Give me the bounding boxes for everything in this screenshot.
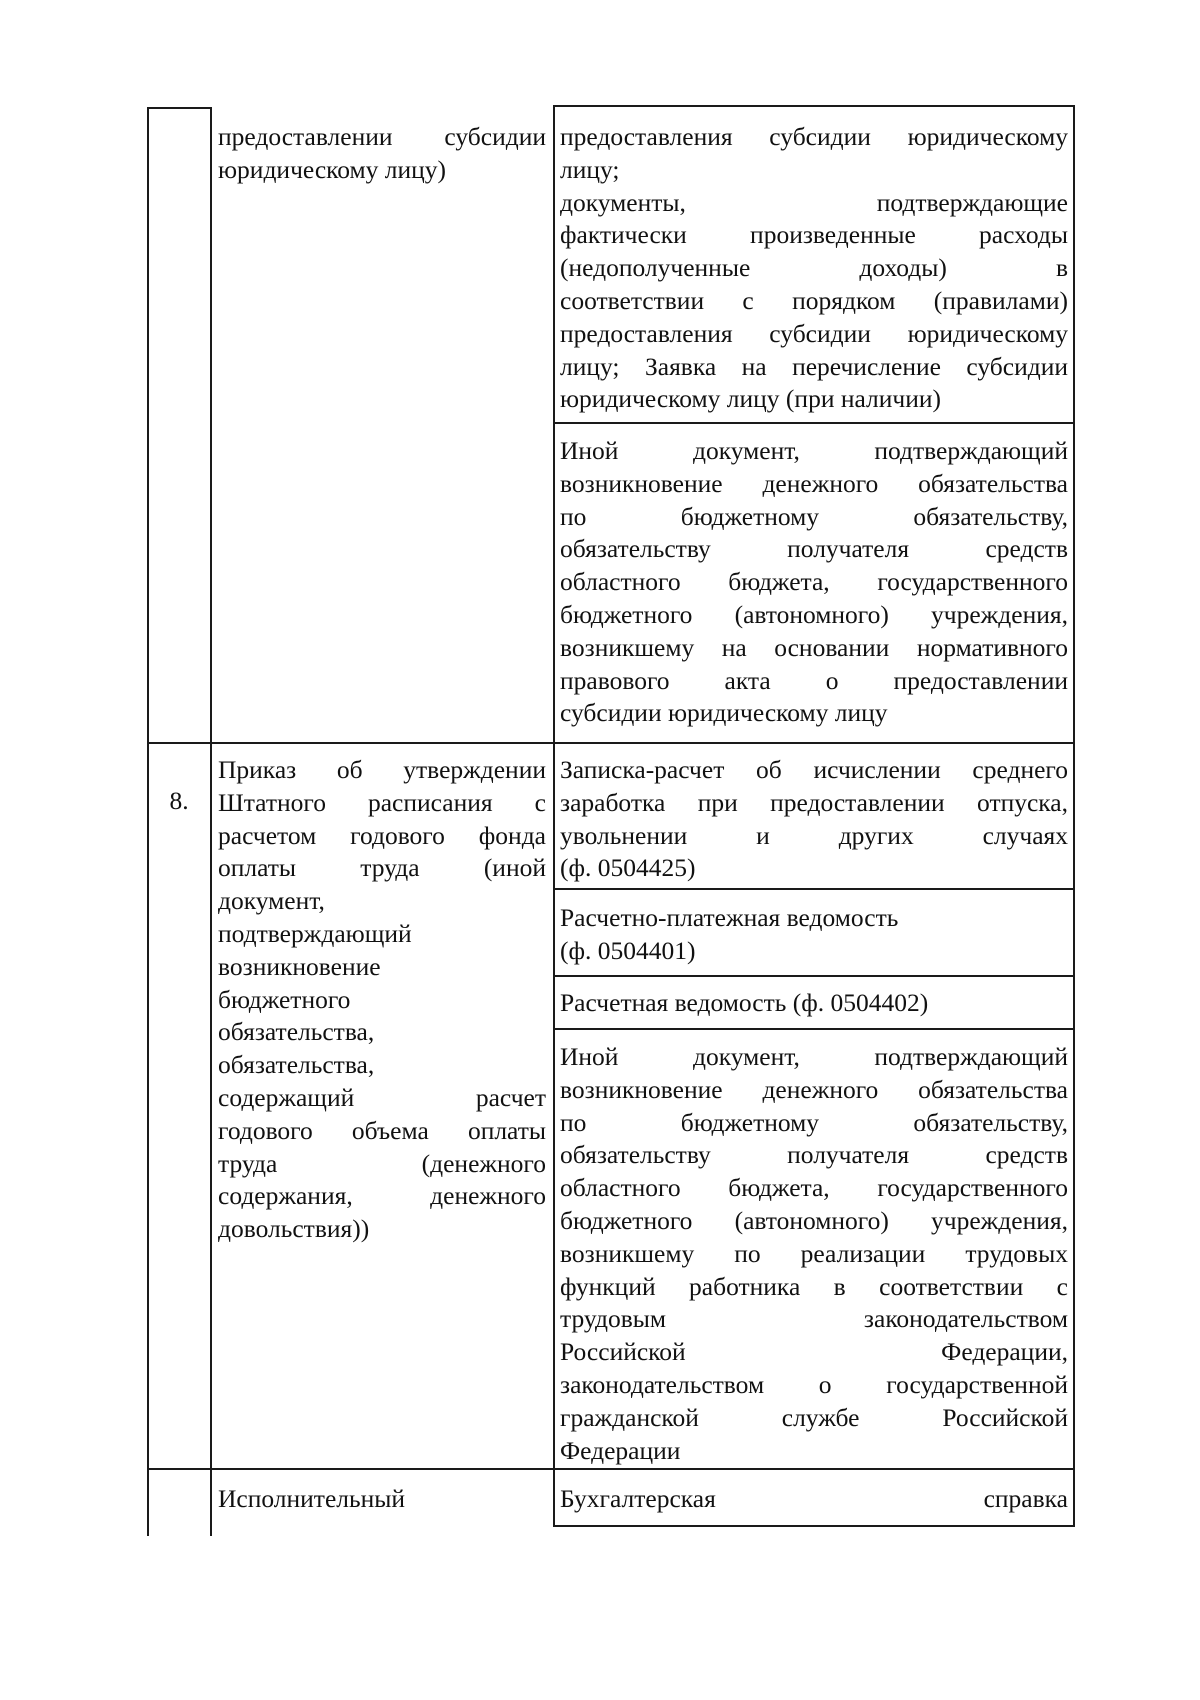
cell-text-line: Записка-расчет об исчислении среднего [560, 755, 1068, 784]
cell-text-line: возникшему по реализации трудовых [560, 1238, 1068, 1268]
cell-text-line: юридическому лицу) [218, 154, 447, 184]
cell-text-line: предоставлении субсидии [218, 122, 546, 151]
row7-document-cell-1 [560, 121, 1068, 416]
cell-text-line: бюджетного [218, 984, 351, 1014]
row9-document-cell [560, 1483, 1068, 1516]
cell-text-line: бюджетного (автономного) учреждения, [560, 1205, 1068, 1235]
cell-text-line: Федерации [560, 1435, 681, 1465]
cell-text-line: заработка при предоставлении отпуска, [560, 787, 1068, 817]
cell-text-line: Расчетно-платежная ведомость [560, 903, 899, 932]
cell-text-line: гражданской службе Российской [560, 1402, 1068, 1432]
cell-text-line: трудовым законодательством [560, 1304, 1068, 1334]
cell-text-line: лицу; [560, 154, 620, 184]
row7-bottom-border [147, 742, 1073, 744]
row8-col3-divider-1 [555, 888, 1073, 890]
cell-text-line: Иной документ, подтверждающий [560, 436, 1068, 465]
row8-description-cell [218, 754, 546, 1246]
cell-text-line: содержания, денежного [218, 1181, 546, 1211]
cell-text-line: Штатного расписания с [218, 787, 546, 817]
cell-text-line: законодательством о государственной [560, 1369, 1068, 1399]
row7-document-cell-2 [560, 435, 1068, 730]
cell-text-line: обязательства, [218, 1017, 375, 1047]
cell-text-line: бюджетного (автономного) учреждения, [560, 599, 1068, 629]
cell-text-line: Иной документ, подтверждающий [560, 1042, 1068, 1071]
cell-text-line: труда (денежного [218, 1148, 546, 1178]
cell-text-line: возникновение [218, 951, 381, 981]
cell-text-line: правового акта о предоставлении [560, 665, 1068, 695]
row7-description-cell [218, 121, 546, 187]
cell-text-line: обязательства, [218, 1050, 375, 1080]
cell-text-line: соответствии с порядком (правилами) [560, 285, 1068, 315]
row8-document-cell-2 [560, 902, 1068, 968]
cell-text-line: возникновение денежного обязательства [560, 468, 1068, 498]
cell-text-line: предоставления субсидии юридическому [560, 318, 1068, 348]
cell-text-line: функций работника в соответствии с [560, 1271, 1068, 1301]
row8-bottom-border [147, 1468, 1073, 1470]
cell-text-line: лицу; Заявка на перечисление субсидии [560, 351, 1068, 381]
row9-description-cell [218, 1483, 546, 1516]
cell-text-line: по бюджетному обязательству, [560, 1107, 1068, 1137]
cell-text-line: годового объема оплаты [218, 1115, 546, 1145]
col3-right-border [1073, 105, 1075, 1527]
row7-col3-divider [555, 422, 1073, 424]
cell-text-line: (ф. 0504401) [560, 935, 696, 965]
cell-text-line: содержащий расчет [218, 1082, 546, 1112]
table-top-border-right [555, 105, 1073, 107]
col2-left-border [210, 107, 212, 1536]
cell-text-line: (ф. 0504425) [560, 853, 696, 883]
cell-text-line: подтверждающий [218, 918, 412, 948]
col3-left-border [553, 105, 555, 1527]
col1-left-border [147, 107, 149, 1536]
row8-document-cell-1 [560, 754, 1068, 885]
cell-text-line: документ, [218, 886, 325, 916]
cell-text-line: обязательству получателя средств [560, 534, 1068, 564]
cell-text-line: Бухгалтерская справка [560, 1484, 1068, 1513]
cell-text-line: возникновение денежного обязательства [560, 1074, 1068, 1104]
cell-text-line: Приказ об утверждении [218, 755, 546, 784]
cell-text-line: субсидии юридическому лицу [560, 698, 888, 728]
row8-document-cell-3 [560, 987, 1068, 1020]
cell-text-line: довольствия)) [218, 1214, 370, 1244]
cell-text-line: Исполнительный [218, 1484, 406, 1513]
cell-text-line: документы, подтверждающие [560, 187, 1068, 217]
cell-text-line: возникшему на основании нормативного [560, 632, 1068, 662]
cell-text-line: Российской Федерации, [560, 1337, 1068, 1367]
row8-col3-divider-3 [555, 1028, 1073, 1030]
table-top-border [147, 107, 210, 109]
cell-text-line: расчетом годового фонда [218, 820, 546, 850]
row8-col3-divider-2 [555, 975, 1073, 977]
cell-text-line: (недополученные доходы) в [560, 253, 1068, 283]
cell-text-line: Расчетная ведомость (ф. 0504402) [560, 988, 929, 1017]
cell-text-line: оплаты труда (иной [218, 853, 546, 883]
cell-text-line: по бюджетному обязательству, [560, 501, 1068, 531]
cell-text-line: увольнении и других случаях [560, 820, 1068, 850]
cell-text-line: фактически произведенные расходы [560, 220, 1068, 250]
cell-text-line: юридическому лицу (при наличии) [560, 384, 942, 414]
cell-text-line: предоставления субсидии юридическому [560, 122, 1068, 151]
row9-col3-bottom-border [555, 1525, 1073, 1527]
cell-text-line: областного бюджета, государственного [560, 1173, 1068, 1203]
cell-text-line: областного бюджета, государственного [560, 567, 1068, 597]
row8-document-cell-4 [560, 1041, 1068, 1467]
cell-text-line: обязательству получателя средств [560, 1140, 1068, 1170]
row8-number: 8. [169, 786, 189, 815]
